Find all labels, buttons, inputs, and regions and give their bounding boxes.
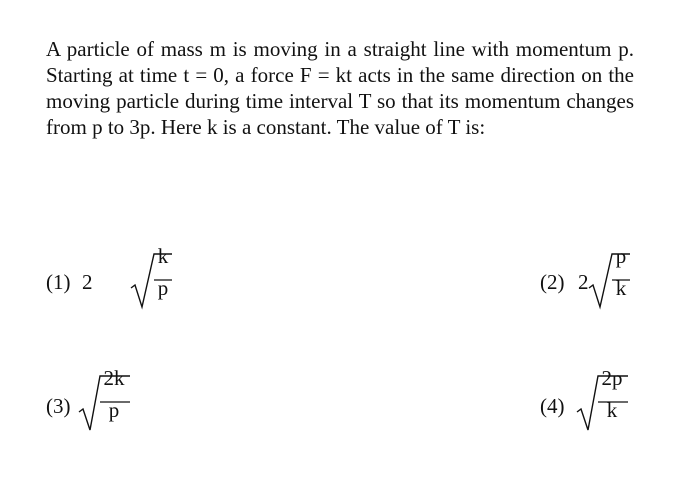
option-3[interactable] [46, 366, 146, 442]
fraction-numerator: 2k [103, 366, 125, 390]
fraction-numerator: 2p [601, 366, 623, 390]
fraction-denominator: p [108, 398, 120, 422]
option-1[interactable] [46, 244, 169, 320]
option-coefficient: 2 [82, 270, 93, 294]
option-label: (4) [540, 394, 565, 418]
fraction-numerator: k [157, 244, 169, 268]
option-label: (1) [46, 270, 71, 294]
fraction-denominator: k [615, 276, 627, 300]
option-label: (2) [540, 270, 565, 294]
option-coefficient: 2 [578, 270, 589, 294]
fraction-numerator: p [615, 244, 627, 268]
fraction-denominator: p [157, 276, 169, 300]
fraction-denominator: k [606, 398, 618, 422]
option-4[interactable] [540, 366, 640, 442]
option-2[interactable] [540, 244, 640, 320]
option-label: (3) [46, 394, 71, 418]
question-text: A particle of mass m is moving in a straight line with momentum p. Starting at time t = 0, a force F = kt acts in the same direction on the moving particle during time interval T so that its momentum changes from p to 3p. Here k is a constant. The value of T is: [46, 37, 634, 139]
